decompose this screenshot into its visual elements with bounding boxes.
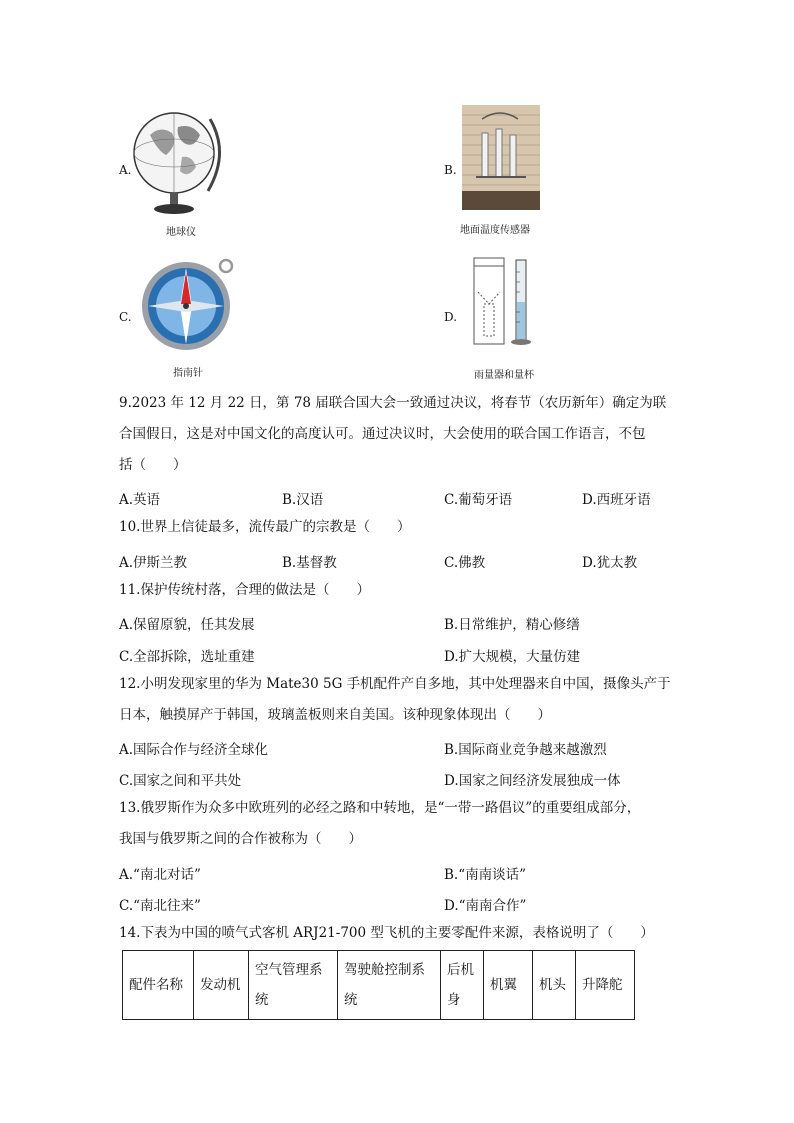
option-c-letter: C. [119,310,132,324]
q11-line1: 11.保护传统村落，合理的做法是（ ） [119,582,370,598]
rain-gauge-image [468,252,548,352]
q10-option-a: A.伊斯兰教 [119,555,188,571]
q11-option-a: A.保留原貌，任其发展 [119,617,255,633]
q9-line3: 括（ ） [119,457,187,473]
q10-option-c: C.佛教 [444,555,486,571]
table-cell: 机头 [533,951,576,1020]
q12-option-c: C.国家之间和平共处 [119,773,242,789]
q12-option-a: A.国际合作与经济全球化 [119,742,269,758]
q13-option-b: B.“南南谈话” [444,867,527,883]
option-b-caption: 地面温度传感器 [460,225,530,236]
q12-option-b: B.国际商业竞争越来越激烈 [444,742,607,758]
table-cell: 机翼 [484,951,533,1020]
table-cell: 发动机 [194,951,249,1020]
option-a-letter: A. [119,163,132,177]
ground-temperature-sensor-image [462,105,540,210]
option-c-caption: 指南针 [173,368,203,379]
q9-line1: 9.2023 年 12 月 22 日，第 78 届联合国大会一致通过决议，将春节（农历新年）确定为联 [119,395,667,411]
q9-option-c: C.葡萄牙语 [444,492,513,508]
globe-icon [130,105,230,220]
table-row [123,951,635,1020]
q14-line1: 14.下表为中国的喷气式客机 ARJ21-700 型飞机的主要零配件来源，表格说明了（ ） [119,925,654,941]
q9-option-a: A.英语 [119,492,161,508]
q10-option-d: D.犹太教 [582,555,638,571]
q12-line2: 日本，触摸屏产于韩国，玻璃盖板则来自美国。该种现象体现出（ ） [119,707,551,723]
option-d-letter: D. [444,310,458,324]
option-a-caption: 地球仪 [166,227,196,238]
q13-line2: 我国与俄罗斯之间的合作被称为（ ） [119,831,362,847]
q13-option-a: A.“南北对话” [119,867,201,883]
parts-table [122,950,635,1020]
q10-line1: 10.世界上信徒最多，流传最广的宗教是（ ） [119,519,411,535]
q12-line1: 12.小明发现家里的华为 Mate30 5G 手机配件产自多地，其中处理器来自中国，摄像头产于 [119,676,671,692]
q13-option-d: D.“南南合作” [444,898,527,914]
q13-option-c: C.“南北往来” [119,898,201,914]
q11-option-d: D.扩大规模，大量仿建 [444,649,581,665]
q10-option-b: B.基督教 [282,555,337,571]
q9-option-d: D.西班牙语 [582,492,651,508]
table-cell: 后机身 [441,951,484,1020]
q12-option-d: D.国家之间经济发展独成一体 [444,773,621,789]
q11-option-c: C.全部拆除，选址重建 [119,649,255,665]
q9-option-b: B.汉语 [282,492,324,508]
table-cell: 升降舵 [576,951,635,1020]
q9-line2: 合国假日，这是对中国文化的高度认可。通过决议时，大会使用的联合国工作语言，不包 [119,426,646,442]
table-cell: 空气管理系统 [249,951,338,1020]
option-b-letter: B. [444,163,457,177]
table-cell: 配件名称 [123,951,194,1020]
option-d-caption: 雨量器和量杯 [474,370,534,381]
table-cell: 驾驶舱控制系统 [338,951,441,1020]
compass-icon [138,254,238,354]
q11-option-b: B.日常维护，精心修缮 [444,617,580,633]
q13-line1: 13.俄罗斯作为众多中欧班列的必经之路和中转地，是“一带一路倡议”的重要组成部分， [119,800,641,816]
